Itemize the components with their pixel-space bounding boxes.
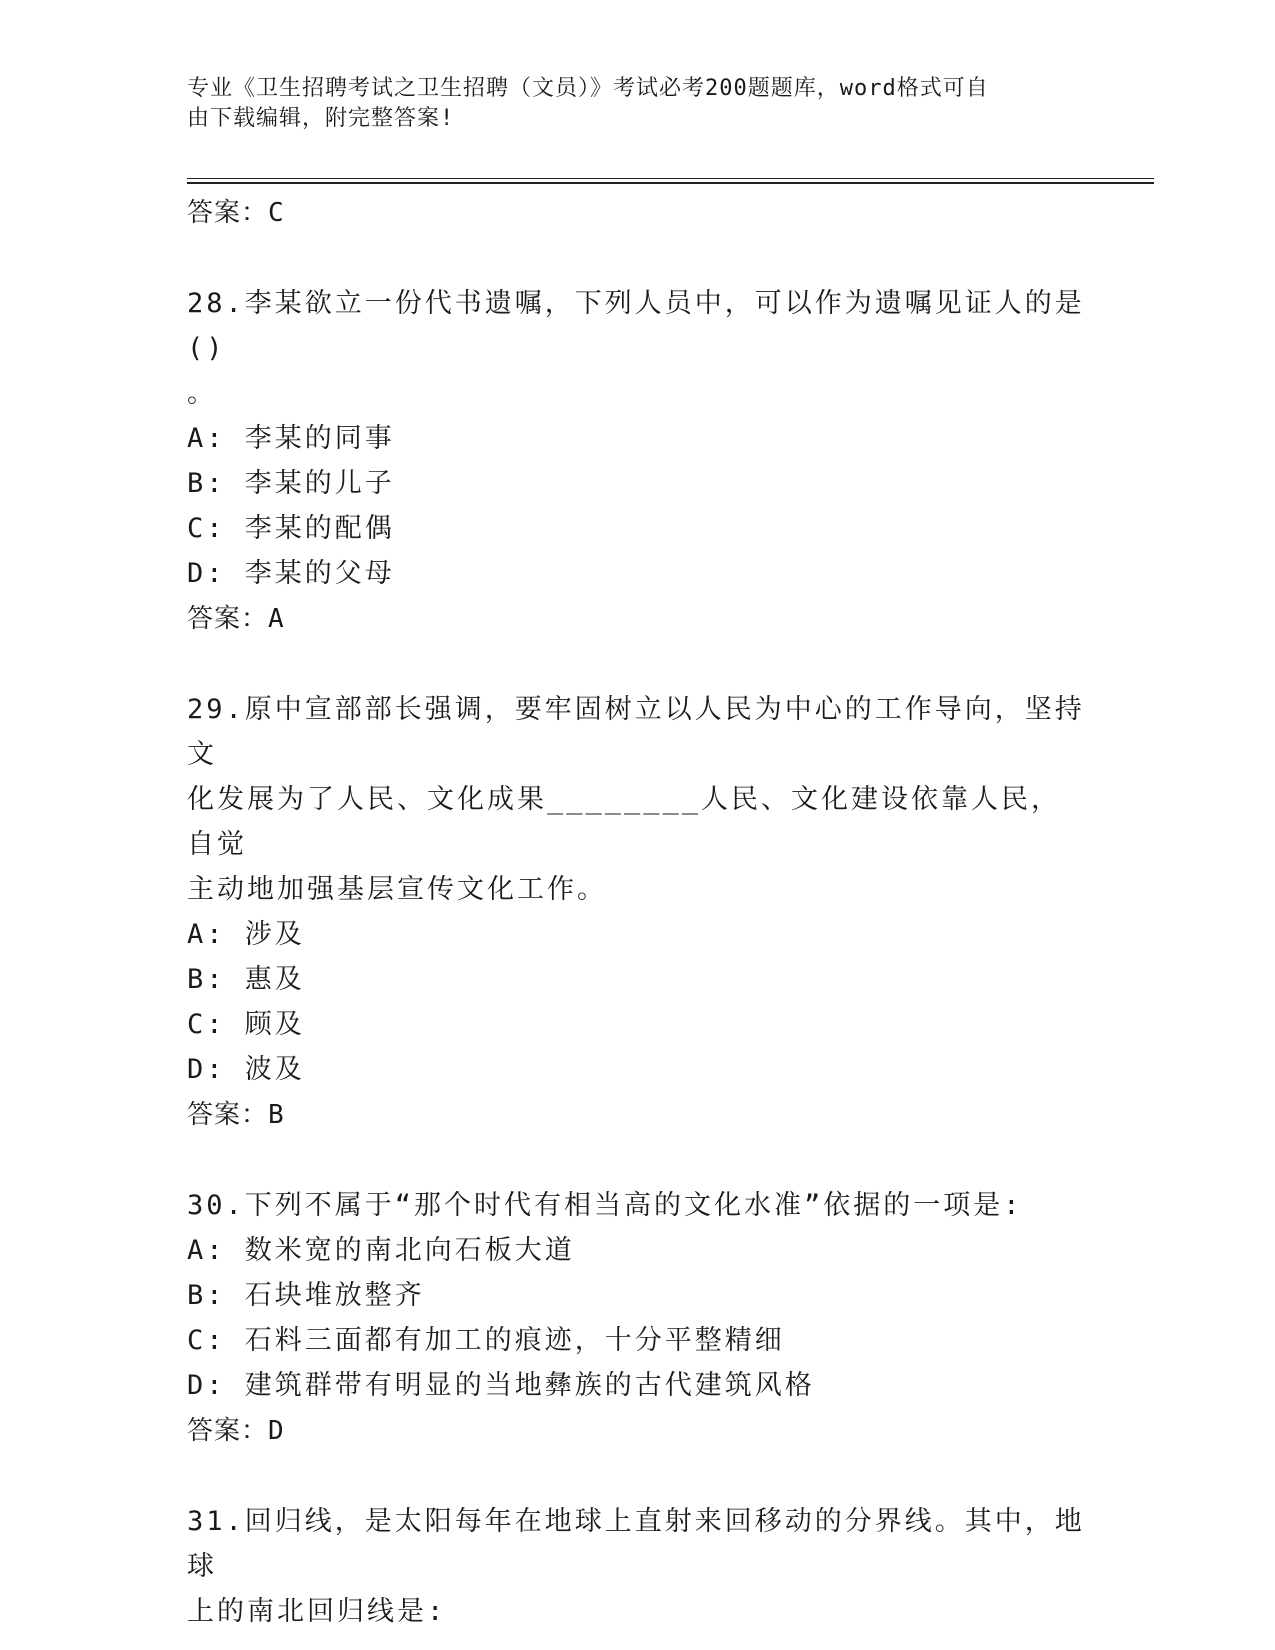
question-answer bbox=[187, 1092, 1087, 1138]
answer-label: 答案： bbox=[187, 604, 269, 634]
option-a: A: 数米宽的南北向石板大道 bbox=[187, 1235, 575, 1266]
question-28 bbox=[187, 281, 1087, 642]
question-stem-line: 上的南北回归线是: bbox=[187, 1596, 447, 1627]
question-stem-line: 29.原中宣部部长强调，要牢固树立以人民为中心的工作导向，坚持文 bbox=[187, 694, 1085, 770]
option-a: A: 涉及 bbox=[187, 919, 305, 950]
answer-value: D bbox=[268, 1416, 285, 1446]
answer-label: 答案： bbox=[187, 1416, 269, 1446]
option-b: B: 惠及 bbox=[187, 964, 305, 995]
answer-value: B bbox=[268, 1100, 285, 1130]
option-c: C: 李某的配偶 bbox=[187, 513, 395, 544]
option-d: D: 波及 bbox=[187, 1054, 305, 1085]
question-29 bbox=[187, 687, 1087, 1138]
question-list bbox=[187, 190, 1087, 1634]
answer-value: A bbox=[268, 604, 285, 634]
previous-answer bbox=[187, 190, 1087, 236]
option-d: D: 建筑群带有明显的当地彝族的古代建筑风格 bbox=[187, 1370, 815, 1401]
option-c: C: 顾及 bbox=[187, 1009, 305, 1040]
header-rule-thin bbox=[187, 178, 1154, 179]
answer-value: C bbox=[268, 198, 285, 228]
question-stem-line: 主动地加强基层宣传文化工作。 bbox=[187, 874, 607, 905]
option-c: C: 石料三面都有加工的痕迹，十分平整精细 bbox=[187, 1325, 785, 1356]
question-30 bbox=[187, 1183, 1087, 1454]
question-answer bbox=[187, 1408, 1087, 1454]
question-stem-line: 化发展为了人民、文化成果________人民、文化建设依靠人民，自觉 bbox=[187, 784, 1062, 860]
question-31 bbox=[187, 1499, 1087, 1634]
question-stem-line: 28.李某欲立一份代书遗嘱，下列人员中，可以作为遗嘱见证人的是() bbox=[187, 288, 1085, 364]
header-line-1: 专业《卫生招聘考试之卫生招聘（文员）》考试必考200题题库，word格式可自 bbox=[187, 76, 989, 101]
option-b: B: 李某的儿子 bbox=[187, 468, 395, 499]
question-stem-line: 。 bbox=[187, 378, 217, 409]
option-b: B: 石块堆放整齐 bbox=[187, 1280, 425, 1311]
question-stem-line: 31.回归线，是太阳每年在地球上直射来回移动的分界线。其中，地球 bbox=[187, 1506, 1085, 1582]
option-a: A: 李某的同事 bbox=[187, 423, 395, 454]
answer-label: 答案： bbox=[187, 198, 269, 228]
option-d: D: 李某的父母 bbox=[187, 558, 395, 589]
question-stem-line: 30.下列不属于“那个时代有相当高的文化水准”依据的一项是: bbox=[187, 1190, 1023, 1221]
document-header bbox=[187, 74, 1067, 134]
question-answer bbox=[187, 596, 1087, 642]
answer-label: 答案： bbox=[187, 1100, 269, 1130]
header-line-2: 由下载编辑，附完整答案! bbox=[187, 106, 455, 131]
header-rule-thick bbox=[187, 182, 1154, 184]
